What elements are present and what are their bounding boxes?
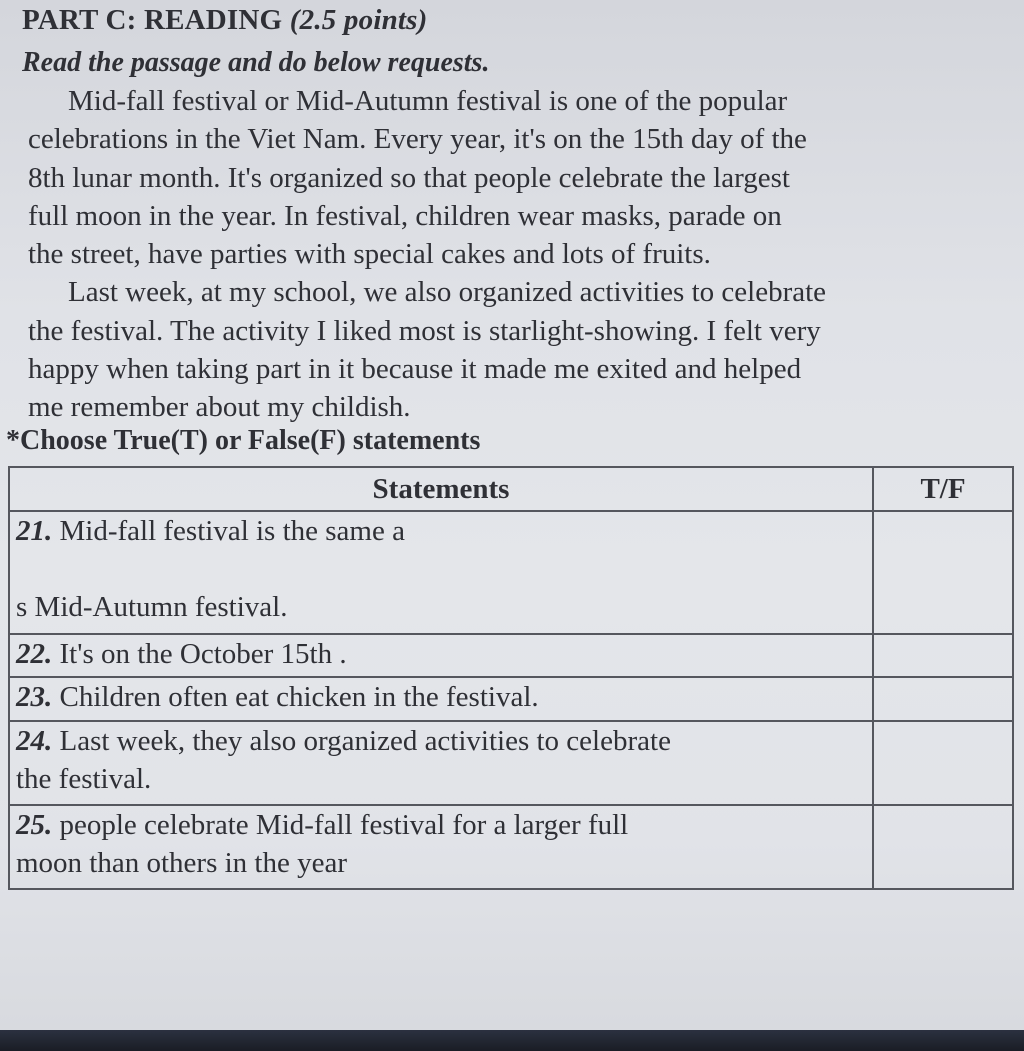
answer-cell[interactable] <box>873 677 1013 721</box>
statement-cell <box>9 511 873 634</box>
statement-cell <box>9 634 873 677</box>
answer-cell[interactable] <box>873 634 1013 677</box>
table-row <box>9 805 1013 889</box>
section-title: PART C: READING <box>22 4 283 36</box>
passage-paragraph-1: Mid-fall festival or Mid-Autumn festival is one of the popular celebrations in the Viet Nam. Every year, it's on the 15th day of the 8th lunar month. It's organized so that people celebrate the largest full moon in the year. In festival, children wear masks, parade on the street, have parties with special cakes and lots of fruits. <box>28 85 807 271</box>
statement-number: 23. <box>16 681 53 713</box>
table-header-row <box>9 467 1013 511</box>
reading-passage <box>28 82 1018 427</box>
statement-number: 24. <box>16 725 53 757</box>
tf-header: T/F <box>873 467 1013 511</box>
statement-number: 21. <box>16 515 53 547</box>
answer-cell[interactable] <box>873 511 1013 634</box>
table-row <box>9 677 1013 721</box>
true-false-table <box>8 466 1014 890</box>
task-title: *Choose True(T) or False(F) statements <box>6 425 481 456</box>
statement-number: 22. <box>16 638 53 670</box>
screen-bottom-bezel <box>0 1030 1024 1051</box>
passage-paragraph-2: Last week, at my school, we also organized activities to celebrate the festival. The activity I liked most is starlight-showing. I felt very happy when taking part in it because it made me exited and helped me remember about my childish. <box>28 276 827 424</box>
statement-text: people celebrate Mid-fall festival for a larger full moon than others in the year <box>16 809 629 879</box>
table-row <box>9 721 1013 805</box>
answer-cell[interactable] <box>873 805 1013 889</box>
section-points: (2.5 points) <box>289 4 428 36</box>
answer-cell[interactable] <box>873 721 1013 805</box>
statement-cell <box>9 805 873 889</box>
table-row <box>9 634 1013 677</box>
section-heading <box>22 4 428 37</box>
table-row <box>9 511 1013 634</box>
statement-text: Mid-fall festival is the same a s Mid-Autumn festival. <box>16 515 405 623</box>
instruction-text: Read the passage and do below requests. <box>22 47 490 78</box>
statement-text: Children often eat chicken in the festival. <box>52 681 539 713</box>
statements-header: Statements <box>9 467 873 511</box>
statement-number: 25. <box>16 809 53 841</box>
statement-cell <box>9 721 873 805</box>
statement-cell <box>9 677 873 721</box>
statement-text: Last week, they also organized activities to celebrate the festival. <box>16 725 671 795</box>
statement-text: It's on the October 15th . <box>52 638 347 670</box>
